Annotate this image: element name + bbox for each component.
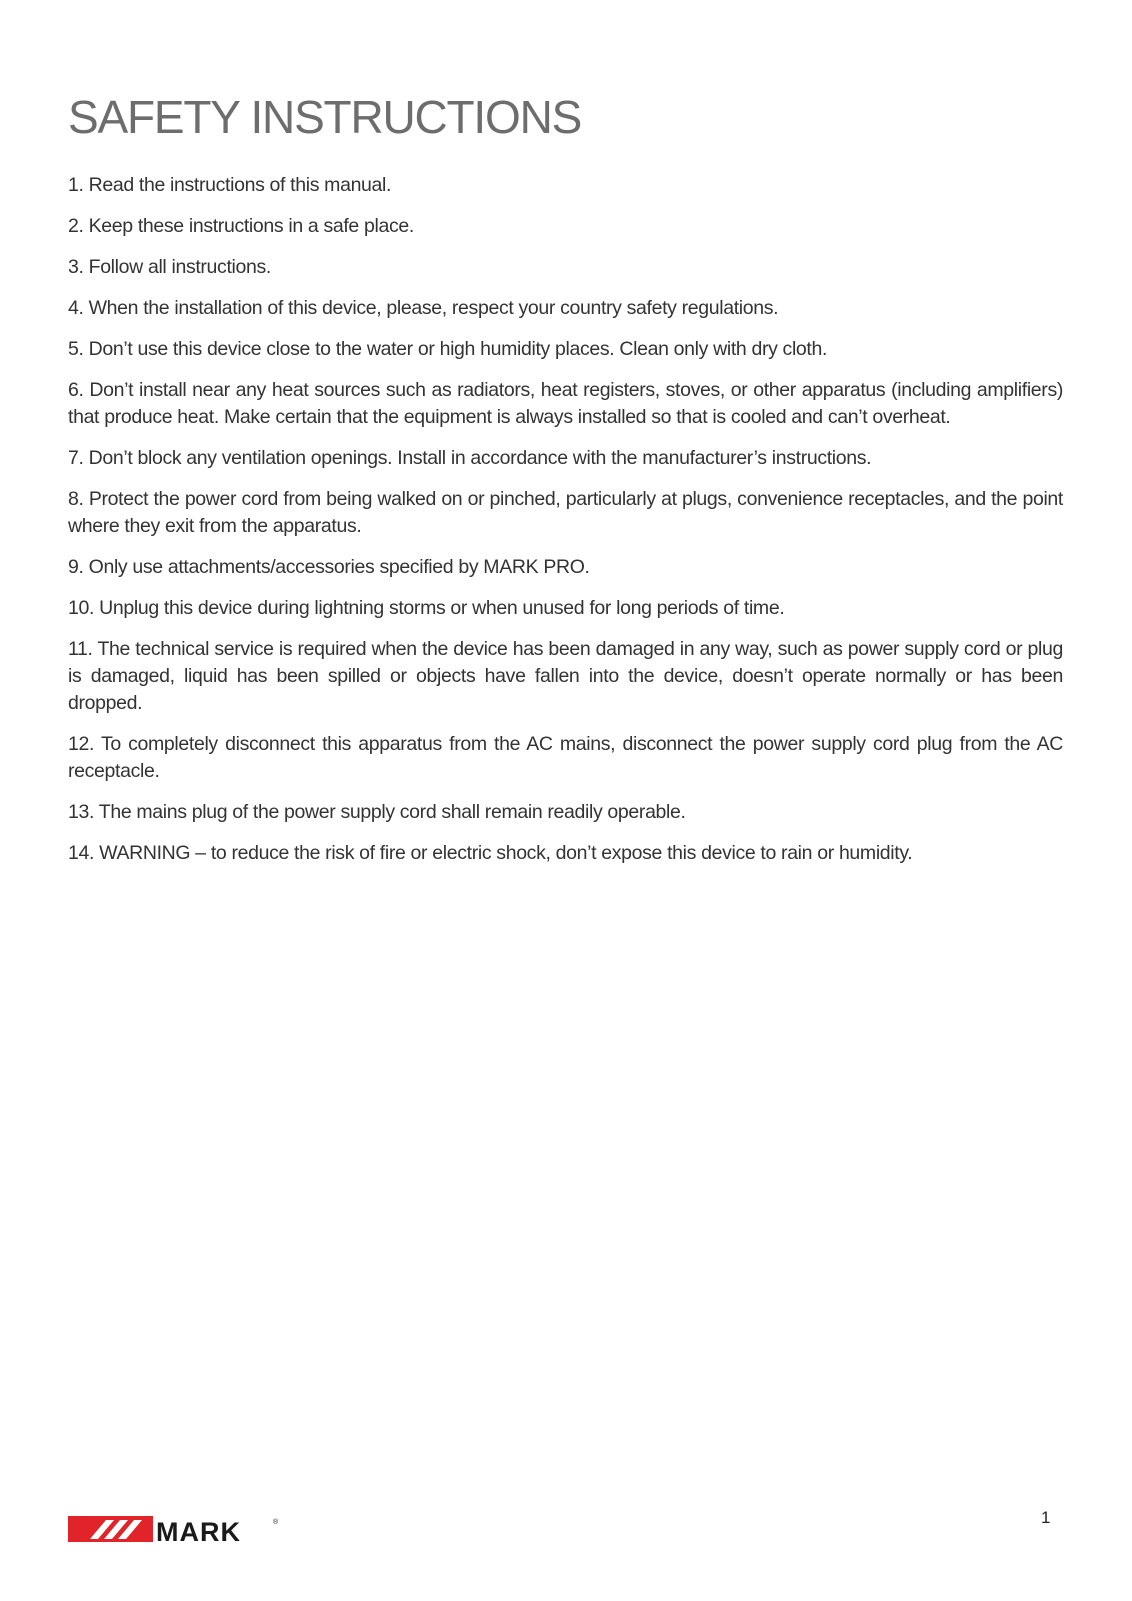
instruction-item: 8. Protect the power cord from being walked on or pinched, particularly at plugs, convenience receptacles, and the point where they exit from the apparatus. [68, 488, 1063, 537]
instruction-item: 7. Don’t block any ventilation openings. Install in accordance with the manufacturer’s instructions. [68, 447, 872, 469]
instruction-item: 14. WARNING – to reduce the risk of fire or electric shock, don’t expose this device to rain or humidity. [68, 842, 913, 864]
logo-wordmark: MARK [156, 1517, 241, 1546]
registered-mark: ® [273, 1519, 279, 1526]
instruction-item: 11. The technical service is required when the device has been damaged in any way, such as power supply cord or plug is damaged, liquid has been spilled or objects have fallen into the device, doesn’t operate normally or has been dropped. [68, 638, 1063, 714]
instruction-item: 2. Keep these instructions in a safe place. [68, 215, 414, 237]
instruction-item: 5. Don’t use this device close to the water or high humidity places. Clean only with dry cloth. [68, 338, 828, 360]
page-number: 1 [1041, 1508, 1051, 1527]
instruction-list [68, 172, 1063, 881]
instruction-item: 12. To completely disconnect this apparatus from the AC mains, disconnect the power supply cord plug from the AC receptacle. [68, 733, 1063, 782]
page-title: SAFETY INSTRUCTIONS [68, 91, 582, 143]
instruction-item: 3. Follow all instructions. [68, 256, 271, 278]
instruction-item: 6. Don’t install near any heat sources such as radiators, heat registers, stoves, or other apparatus (including amplifiers) that produce heat. Make certain that the equipment is always installed so that is cooled and can’t overheat. [68, 379, 1063, 428]
instruction-item: 4. When the installation of this device, please, respect your country safety regulations. [68, 297, 779, 319]
instruction-item: 1. Read the instructions of this manual. [68, 174, 392, 196]
instruction-item: 13. The mains plug of the power supply cord shall remain readily operable. [68, 801, 686, 823]
mark-logo [68, 1512, 283, 1546]
instruction-item: 10. Unplug this device during lightning storms or when unused for long periods of time. [68, 597, 785, 619]
instruction-item: 9. Only use attachments/accessories specified by MARK PRO. [68, 556, 590, 578]
